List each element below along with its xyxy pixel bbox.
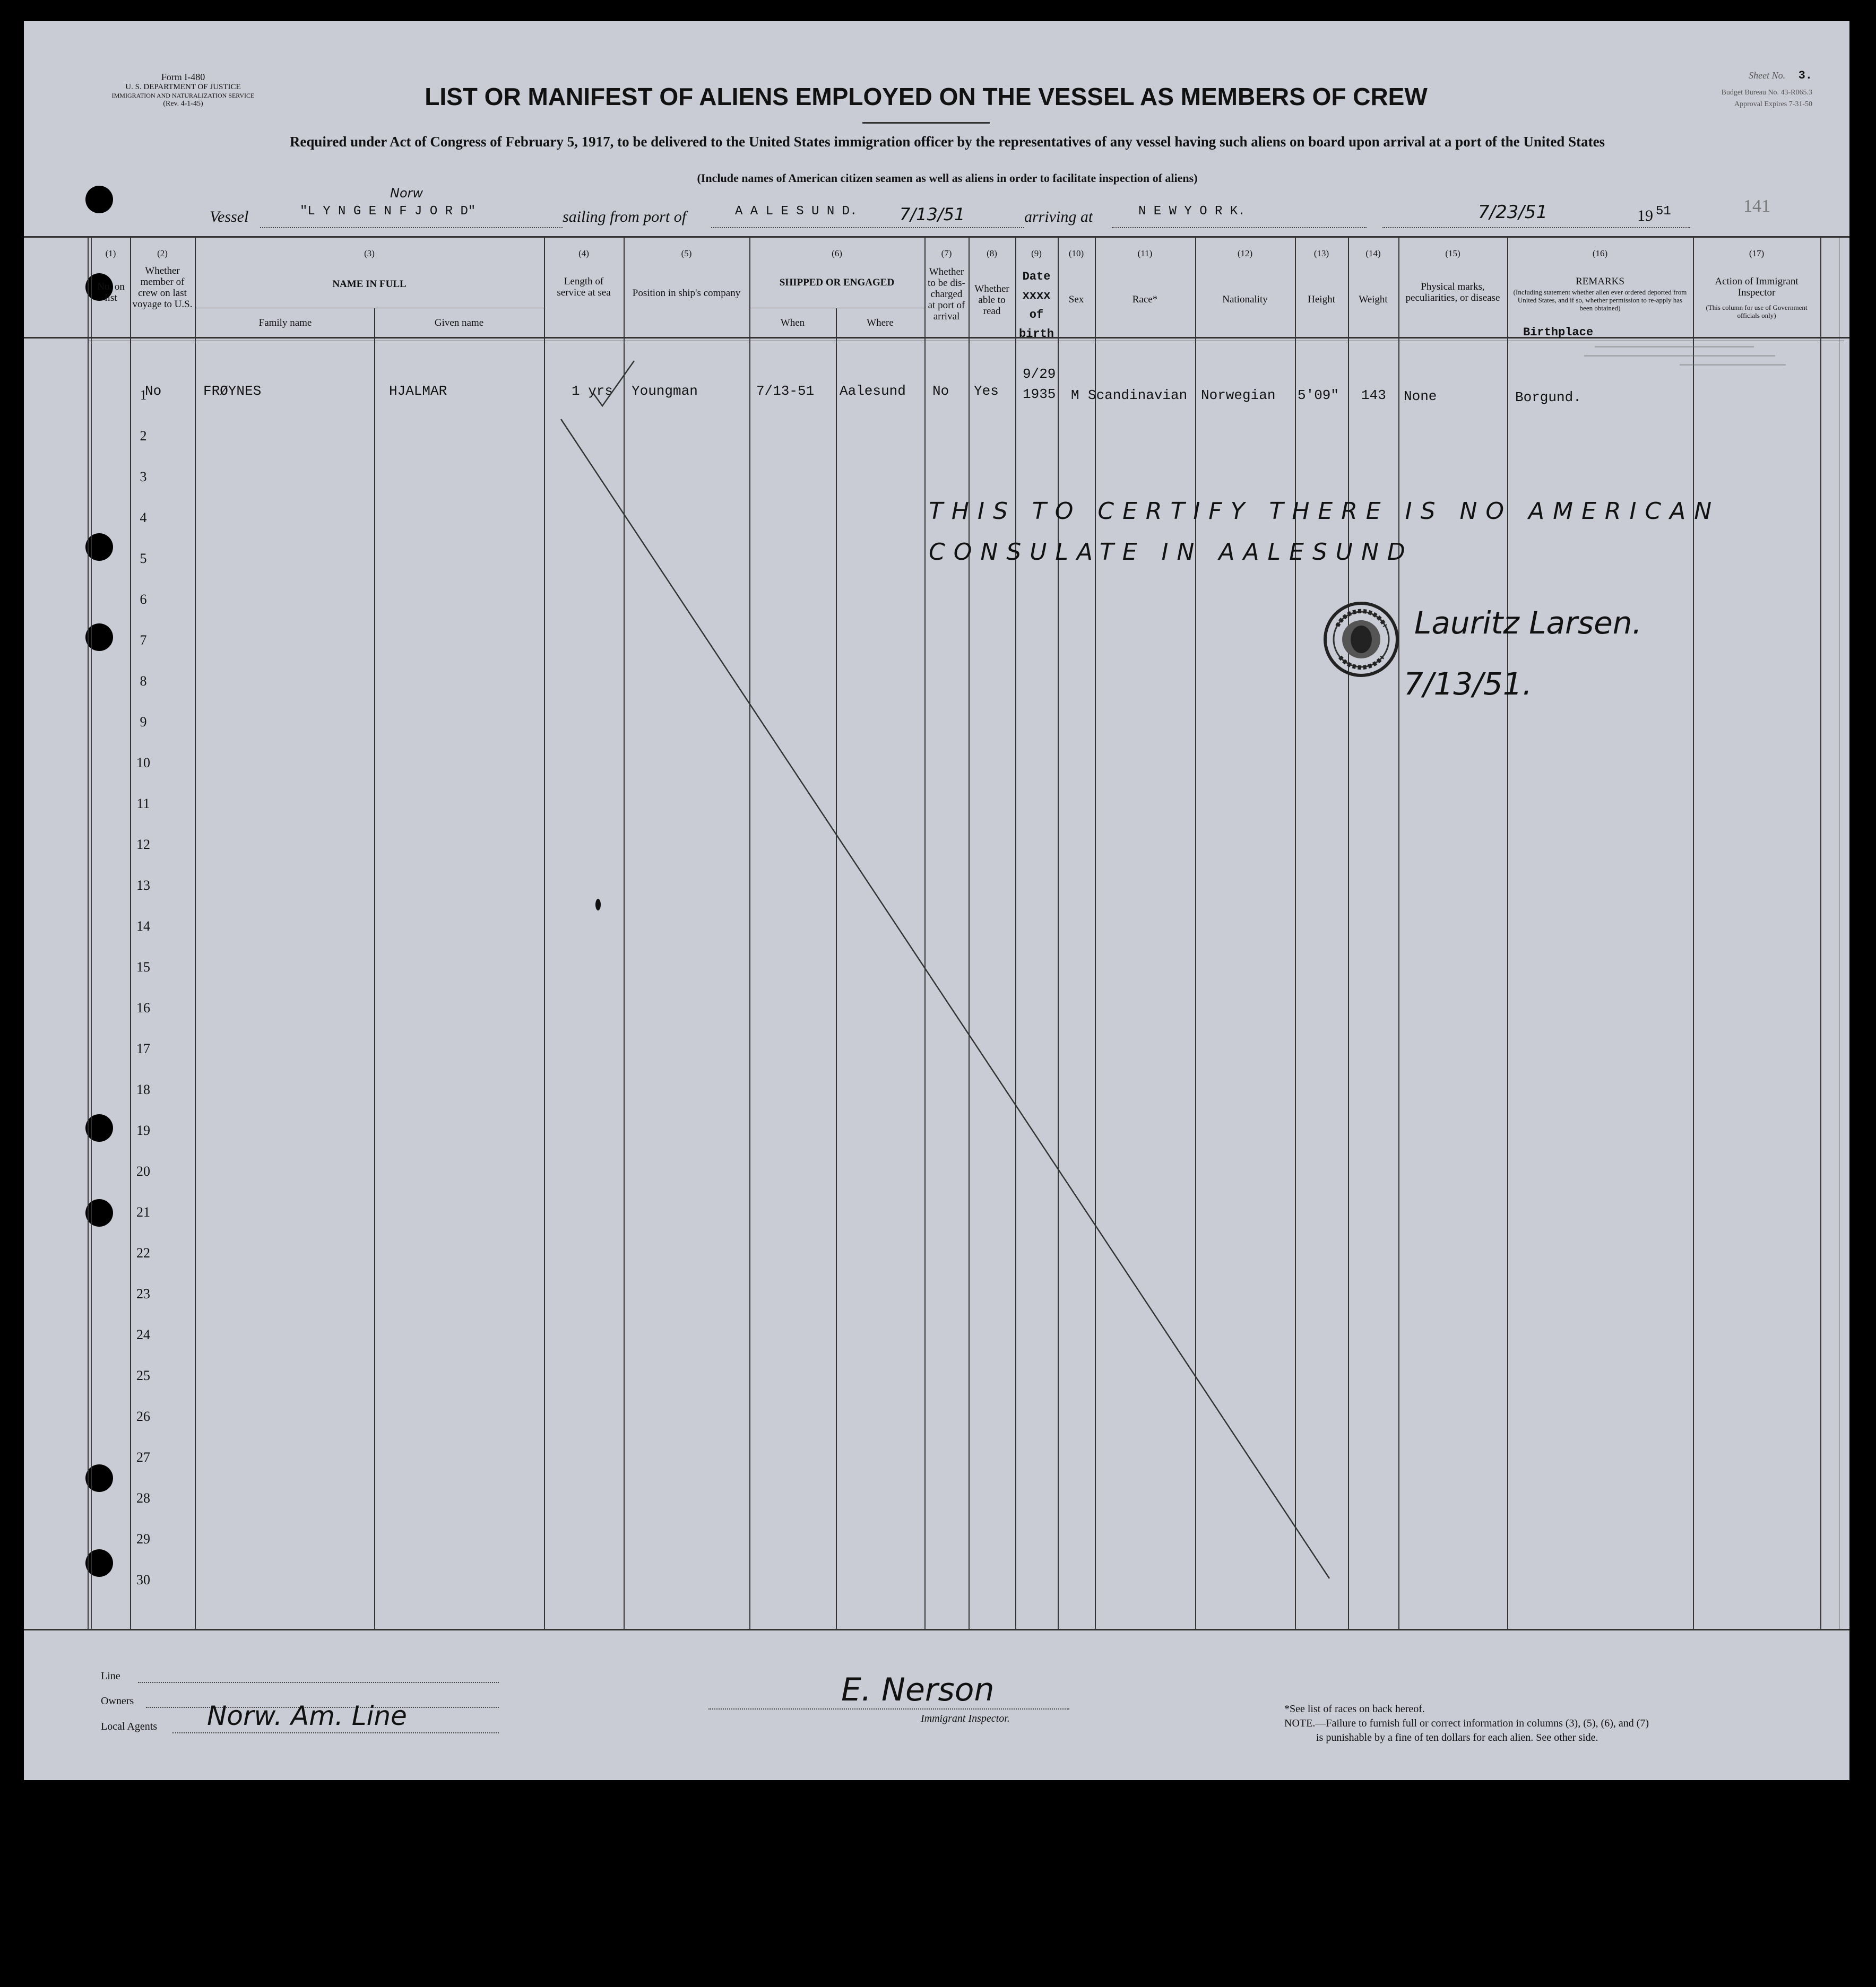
col-num-7: (7) xyxy=(941,248,952,258)
certification-date: 7/13/51. xyxy=(1404,666,1533,702)
row-number: 19 xyxy=(136,1123,150,1138)
col-num-6: (6) xyxy=(832,248,842,258)
races-note: *See list of races on back hereof. xyxy=(1284,1703,1425,1715)
col-num-2: (2) xyxy=(157,248,168,258)
inspector-signature: E. Nerson xyxy=(841,1671,995,1708)
sheet-label: Sheet No. xyxy=(1749,70,1786,81)
col-label-15: Physical marks, peculiarities, or disease xyxy=(1405,281,1500,303)
diagonal-strike-line xyxy=(561,419,1329,1578)
row-number: 4 xyxy=(140,510,147,525)
row-number: 12 xyxy=(136,837,150,852)
col-num-9: (9) xyxy=(1031,248,1042,258)
service-length: 1 yrs xyxy=(572,383,613,399)
row-number: 10 xyxy=(136,755,150,770)
row-number: 25 xyxy=(136,1368,150,1383)
col-num-4: (4) xyxy=(578,248,589,258)
col-label-16: REMARKS xyxy=(1576,276,1624,287)
arrival-date: 7/23/51 xyxy=(1478,202,1548,223)
vessel-label: Vessel xyxy=(210,208,249,225)
col-num-14: (14) xyxy=(1365,248,1381,258)
position: Youngman xyxy=(632,383,698,399)
arriving-label: arriving at xyxy=(1024,208,1093,225)
row-number: 6 xyxy=(140,592,147,607)
agents-signature: Norw. Am. Line xyxy=(207,1700,407,1731)
col-num-8: (8) xyxy=(987,248,997,258)
arrival-port: N E W Y O R K. xyxy=(1138,204,1246,219)
col-label-7: Whether to be dis-charged at port of arrival xyxy=(928,266,965,322)
sailing-label: sailing from port of xyxy=(563,208,687,225)
agents-underline xyxy=(172,1732,499,1733)
vessel-annotation: Norw xyxy=(390,186,423,201)
subtitle: Required under Act of Congress of February 5, 1917, to be delivered to the United States immigration officer by the representatives of any vessel having such aliens on board upon arrival at a port of the United States xyxy=(289,134,1605,150)
col-num-13: (13) xyxy=(1313,248,1329,258)
owners-label: Owners xyxy=(101,1695,134,1707)
row-number: 23 xyxy=(136,1286,150,1301)
row-number: 5 xyxy=(140,551,147,566)
year-prefix: 19 xyxy=(1637,207,1653,224)
row-number: 29 xyxy=(136,1531,150,1547)
approval-expires: Approval Expires 7-31-50 xyxy=(1734,100,1812,108)
vessel-name: "L Y N G E N F J O R D" xyxy=(300,204,476,219)
col-label-3: NAME IN FULL xyxy=(332,279,407,290)
consulate-seal xyxy=(1321,600,1401,679)
col-num-15: (15) xyxy=(1445,248,1460,258)
penalty-note-2: is punishable by a fine of ten dollars for each alien. See other side. xyxy=(1316,1732,1598,1743)
row-number: 17 xyxy=(136,1041,150,1056)
able-to-read: Yes xyxy=(974,383,999,399)
physical-marks: None xyxy=(1404,388,1437,404)
line-underline xyxy=(138,1682,499,1683)
col-sub-given: Given name xyxy=(434,317,484,328)
col-num-5: (5) xyxy=(681,248,692,258)
col-num-3: (3) xyxy=(364,248,375,258)
col-num-1: (1) xyxy=(105,248,116,258)
col-num-17: (17) xyxy=(1749,248,1765,258)
check-mark xyxy=(593,361,634,406)
sheet-number: 3. xyxy=(1798,69,1812,82)
inspector-label: Immigrant Inspector. xyxy=(921,1713,1010,1724)
family-name: FRØYNES xyxy=(203,383,262,399)
row-number: 24 xyxy=(136,1327,150,1342)
col-label-4: Length of service at sea xyxy=(557,276,611,298)
penalty-note-1: —Failure to furnish full or correct information in columns (3), (5), (6), and (7) xyxy=(1315,1717,1649,1729)
form-number: Form I-480 xyxy=(161,72,205,82)
row-number: 2 xyxy=(140,428,147,444)
row-number: 9 xyxy=(140,714,147,730)
remarks-label: Birthplace xyxy=(1523,326,1594,339)
row-number: 13 xyxy=(136,878,150,893)
row-number: 18 xyxy=(136,1082,150,1097)
sailing-date: 7/13/51 xyxy=(900,204,965,224)
note-line: (Include names of American citizen seamen as well as aliens in order to facilitate inspection of aliens) xyxy=(697,171,1198,185)
col-note-17: (This column for use of Government officials only) xyxy=(1706,303,1808,319)
budget-bureau: Budget Bureau No. 43-R065.3 xyxy=(1721,89,1812,97)
col-label-5: Position in ship's company xyxy=(632,288,741,299)
col-label-10: Sex xyxy=(1068,294,1084,305)
col-label-17: Action of Immigrant Inspector xyxy=(1715,276,1799,298)
line-label: Line xyxy=(101,1670,120,1682)
col-sub-when: When xyxy=(780,317,805,328)
row-number: 15 xyxy=(136,959,150,975)
birth-date-month-day: 9/29 xyxy=(1023,366,1056,382)
col-label-14: Weight xyxy=(1359,294,1388,305)
row-number: 3 xyxy=(140,469,147,484)
shipped-when: 7/13-51 xyxy=(756,383,815,399)
inspector-underline xyxy=(708,1708,1069,1710)
row-number: 14 xyxy=(136,918,150,934)
col-num-10: (10) xyxy=(1068,248,1084,258)
row-number: 26 xyxy=(136,1409,150,1424)
row-number: 21 xyxy=(136,1204,150,1220)
row-number: 11 xyxy=(136,796,150,811)
certification-line-2: CONSULATE IN AALESUND xyxy=(929,539,1414,566)
race: Scandinavian xyxy=(1088,387,1188,403)
page-stamp: 141 xyxy=(1743,196,1770,216)
col-sub-family: Family name xyxy=(258,317,312,328)
row-number: 27 xyxy=(136,1450,150,1465)
crew-last-voyage: No xyxy=(145,383,162,399)
revision: (Rev. 4-1-45) xyxy=(163,100,203,108)
row-number: 1 xyxy=(140,387,147,403)
row-number: 8 xyxy=(140,673,147,689)
row-number: 20 xyxy=(136,1164,150,1179)
height: 5'09" xyxy=(1298,387,1339,403)
col-label-13: Height xyxy=(1308,294,1335,305)
certification-line-1: THIS TO CERTIFY THERE IS NO AMERICAN xyxy=(929,498,1721,525)
given-name: HJALMAR xyxy=(389,383,447,399)
row-number: 16 xyxy=(136,1000,150,1016)
remarks-value: Borgund. xyxy=(1515,389,1581,405)
col-label-1: No. on list xyxy=(97,281,125,303)
page-title: LIST OR MANIFEST OF ALIENS EMPLOYED ON THE VESSEL AS MEMBERS OF CREW xyxy=(425,83,1428,110)
col-num-16: (16) xyxy=(1592,248,1608,258)
manifest-sheet xyxy=(24,21,1849,1780)
col-label-12: Nationality xyxy=(1222,294,1268,305)
col-label-8: Whether able to read xyxy=(974,283,1009,317)
nationality: Norwegian xyxy=(1201,387,1276,403)
row-number: 28 xyxy=(136,1490,150,1506)
col-label-2: Whether member of crew on last voyage to U.S. xyxy=(132,265,193,310)
service: IMMIGRATION AND NATURALIZATION SERVICE xyxy=(111,92,255,99)
birth-date-year: 1935 xyxy=(1023,386,1056,402)
sex: M xyxy=(1071,387,1079,403)
shipped-where: Aalesund xyxy=(840,383,906,399)
row-number: 30 xyxy=(136,1572,150,1587)
cancellation-line xyxy=(24,21,1849,1780)
year-suffix: 51 xyxy=(1656,204,1671,219)
col-sub-where: Where xyxy=(867,317,894,328)
agents-label: Local Agents xyxy=(101,1721,158,1732)
col-num-12: (12) xyxy=(1237,248,1253,258)
discharged: No xyxy=(932,383,949,399)
sailing-port: A A L E S U N D. xyxy=(735,204,858,219)
col-note-16: (Including statement whether alien ever ordered deported from United States, and if so, whether permission to re-apply has been obtained) xyxy=(1513,288,1687,312)
penalty-note xyxy=(1284,1717,1649,1730)
col-label-6: SHIPPED OR ENGAGED xyxy=(779,277,895,288)
col-num-11: (11) xyxy=(1137,248,1153,258)
col-label-9: Date xxxx of birth xyxy=(1018,270,1054,341)
row-number: 22 xyxy=(136,1245,150,1261)
department: U. S. DEPARTMENT OF JUSTICE xyxy=(125,83,241,91)
certification-signature: Lauritz Larsen. xyxy=(1414,605,1642,641)
col-label-11: Race* xyxy=(1132,294,1158,305)
row-number: 7 xyxy=(140,632,147,648)
penalty-label: NOTE. xyxy=(1284,1717,1316,1729)
weight: 143 xyxy=(1361,387,1386,403)
ink-spot xyxy=(595,899,601,910)
